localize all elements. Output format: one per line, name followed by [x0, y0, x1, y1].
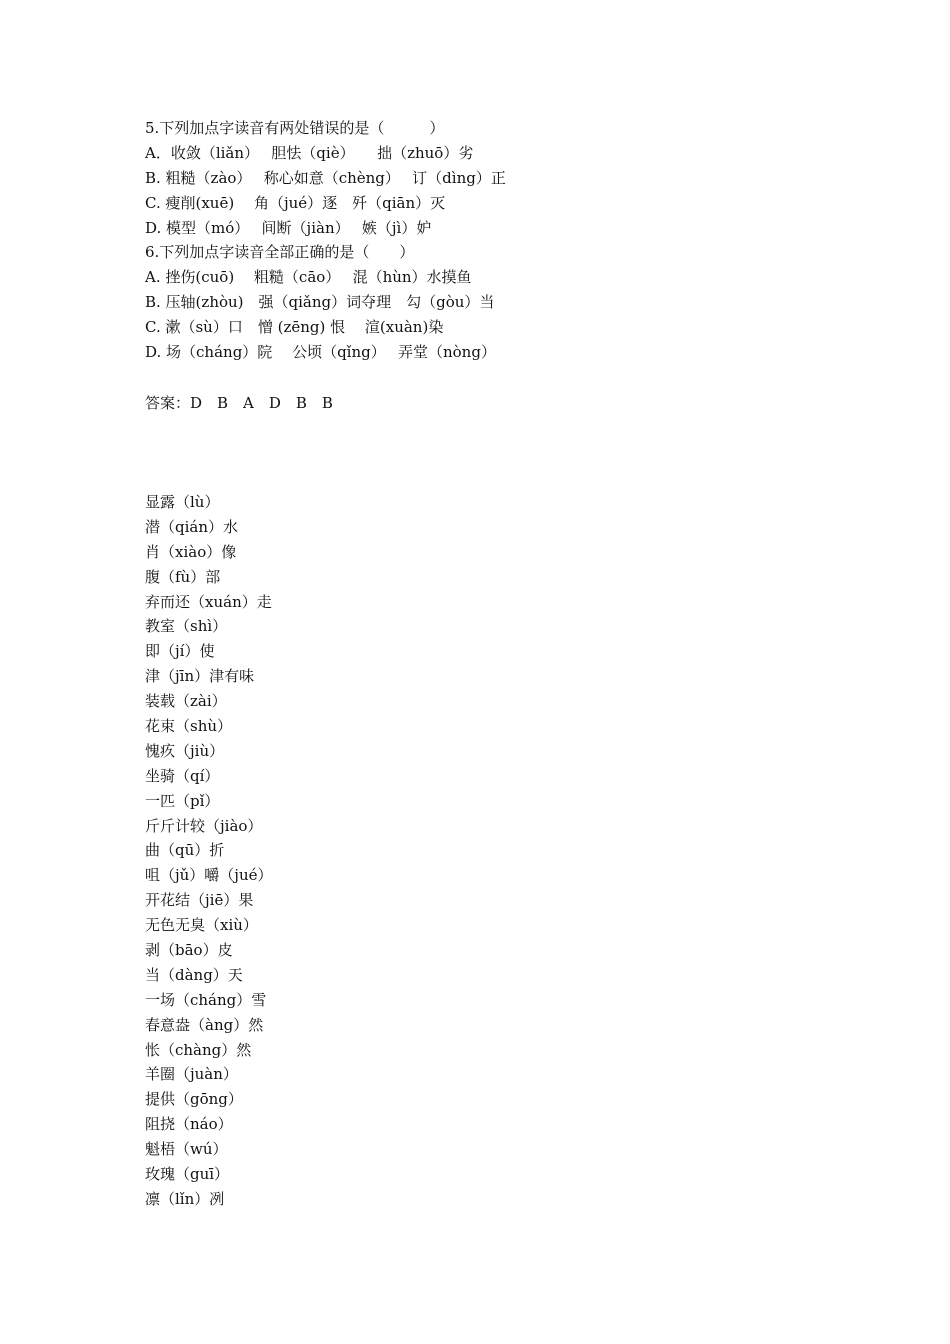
vocab-item: 当（dàng）天 — [145, 965, 243, 984]
question-6-option-c: C. 漱（sù）口 憎 (zēng) 恨 渲(xuàn)染 — [145, 318, 444, 337]
question-5-stem: 5.下列加点字读音有两处错误的是（ ） — [145, 119, 445, 137]
vocab-item: 教室（shì） — [145, 617, 228, 636]
vocab-item: 春意盎（àng）然 — [145, 1015, 264, 1034]
vocab-item: 即（jí）使 — [145, 642, 215, 661]
vocab-item: 肖（xiào）像 — [145, 542, 237, 561]
vocab-item: 潜（qián）水 — [145, 517, 239, 536]
vocab-item: 显露（lù） — [145, 493, 220, 511]
vocab-item: 无色无臭（xiù） — [145, 916, 258, 935]
vocab-list — [145, 490, 273, 1212]
questions-section — [145, 116, 506, 365]
vocab-item: 凛（lǐn）冽 — [145, 1189, 225, 1208]
vocab-item: 花束（shù） — [145, 717, 233, 736]
question-5-option-a: A．收敛（liǎn） 胆怯（qiè） 拙（zhuō）劣 — [145, 143, 474, 162]
answer-section — [145, 391, 333, 416]
question-5-option-c: C. 瘦削(xuē) 角（jué）逐 歼（qiān）灭 — [145, 193, 446, 212]
vocab-item: 弃而还（xuán）走 — [145, 592, 272, 611]
vocab-item: 开花结（jiē）果 — [145, 891, 254, 910]
vocab-item: 斤斤计较（jiào） — [145, 816, 263, 835]
vocab-item: 剥（bāo）皮 — [145, 941, 233, 960]
vocab-item: 津（jīn）津有味 — [145, 667, 255, 686]
question-6-option-b: B. 压轴(zhòu) 强（qiǎng）词夺理 勾（gòu）当 — [145, 293, 495, 312]
vocab-item: 坐骑（qí） — [145, 766, 220, 785]
vocab-item: 玫瑰（guī） — [145, 1165, 230, 1184]
question-5-option-d: D. 模型（mó） 间断（jiàn） 嫉（jì）妒 — [145, 218, 432, 237]
vocab-item: 怅（chàng）然 — [145, 1040, 252, 1059]
vocab-item: 曲（qū）折 — [145, 841, 225, 860]
question-5-option-b: B. 粗糙（zào） 称心如意（chèng） 订（dìng）正 — [145, 168, 506, 187]
vocab-item: 装载（zài） — [145, 692, 227, 711]
vocab-item: 魁梧（wú） — [145, 1140, 228, 1159]
answer-line: 答案：D B A D B B — [145, 394, 333, 412]
vocab-item: 腹（fù）部 — [145, 567, 221, 586]
vocab-item: 提供（gōng） — [145, 1090, 243, 1109]
vocab-item: 一匹（pǐ） — [145, 791, 220, 810]
vocab-item: 愧疚（jiù） — [145, 741, 225, 760]
vocab-item: 一场（cháng）雪 — [145, 990, 267, 1009]
vocab-item: 羊圈（juàn） — [145, 1065, 238, 1084]
vocab-item: 阻挠（náo） — [145, 1115, 233, 1134]
question-6-stem: 6.下列加点字读音全部正确的是（ ） — [145, 243, 415, 262]
vocab-item: 咀（jǔ）嚼（jué） — [145, 866, 273, 885]
question-6-option-a: A. 挫伤(cuō) 粗糙（cāo） 混（hùn）水摸鱼 — [145, 268, 472, 287]
question-6-option-d: D. 场（cháng）院 公顷（qǐng） 弄堂（nòng） — [145, 343, 496, 362]
